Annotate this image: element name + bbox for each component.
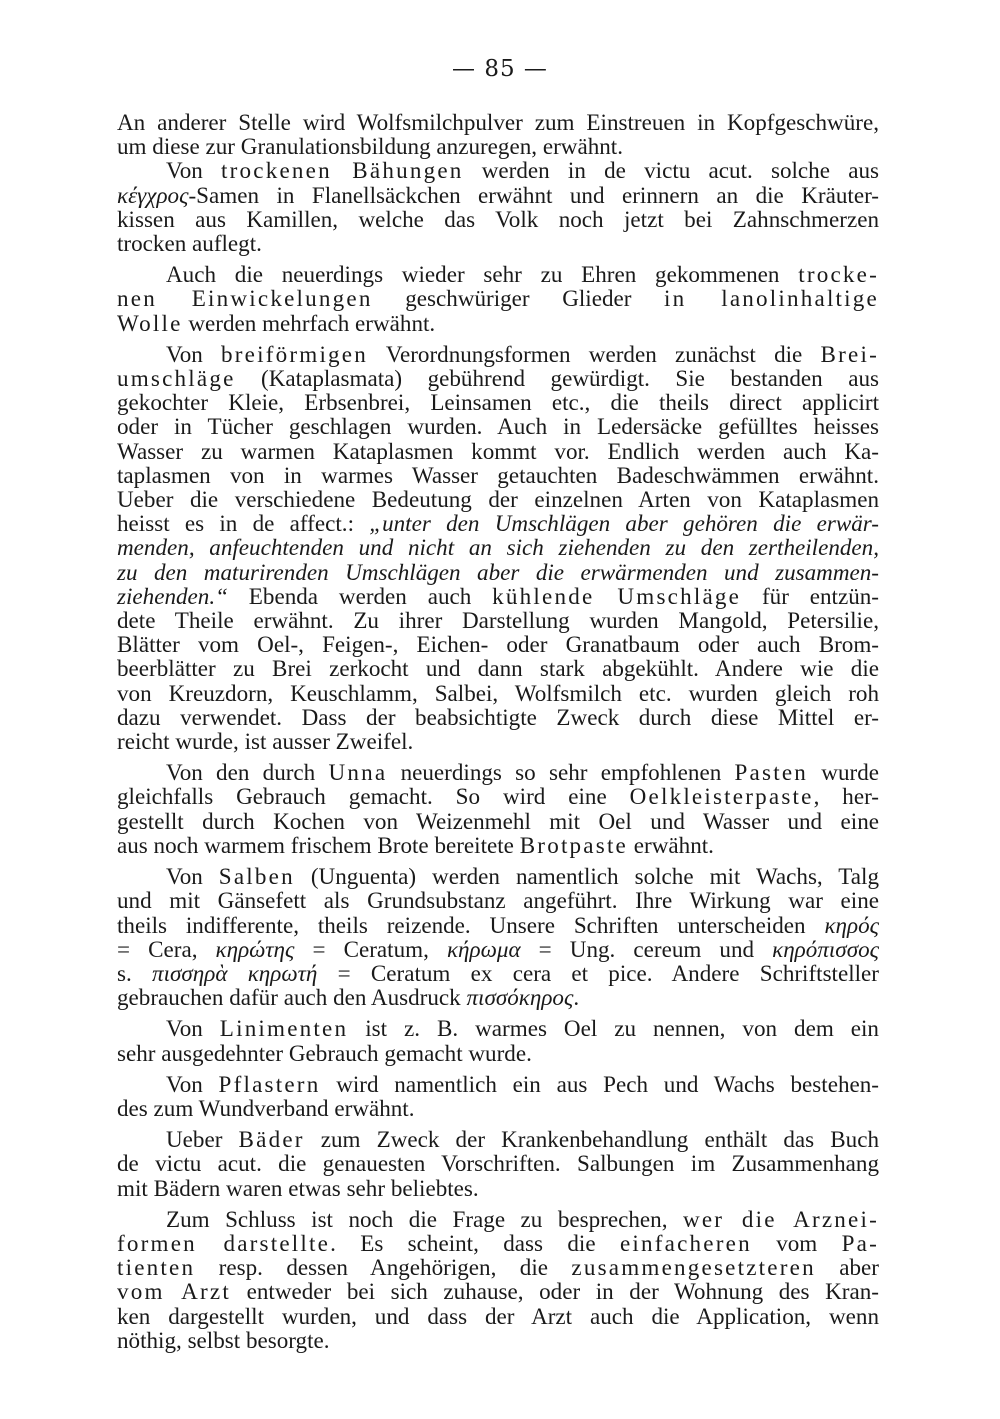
- text-line: nen Einwickelungen geschwüriger Glieder in lanolinhaltige: [117, 285, 879, 312]
- text-line: gestellt durch Kochen von Weizenmehl mit Oel und Wasser und eine: [117, 807, 879, 834]
- emphasis-spaced: Pa-: [841, 1229, 879, 1256]
- text-line: Von Linimenten ist z. B. warmes Oel zu nennen, von dem ein: [166, 1015, 879, 1042]
- text-line: trocken auflegt.: [117, 230, 262, 257]
- emphasis-spaced: Pasten: [734, 759, 809, 786]
- text-line: de victu acut. die genauesten Vorschriften. Salbungen im Zusammenhang: [117, 1150, 879, 1177]
- emphasis-spaced: vom Arzt: [117, 1278, 232, 1305]
- emphasis-spaced: umschläge: [117, 365, 236, 392]
- text-line: tienten resp. dessen Angehörigen, die zusammengesetzteren aber: [117, 1254, 879, 1281]
- emphasis-spaced: zusammengesetzteren: [571, 1254, 816, 1281]
- text-line: Ueber Bäder zum Zweck der Krankenbehandlung enthält das Buch: [166, 1126, 879, 1153]
- emphasis-spaced: Brei-: [820, 340, 879, 367]
- text-line: Ueber die verschiedene Bedeutung der einzelnen Arten von Kataplasmen: [117, 486, 879, 513]
- emphasis-spaced: wer die Arznei-: [682, 1205, 879, 1232]
- text-line: Zum Schluss ist noch die Frage zu besprechen, wer die Arznei-: [166, 1205, 879, 1232]
- emphasis-spaced: kühlende Umschläge: [492, 582, 742, 609]
- emphasis-spaced: trockenen Bähungen: [221, 157, 464, 184]
- text-line: oder in Tücher geschlagen wurden. Auch in Ledersäcke gefülltes heisses: [117, 413, 879, 440]
- page-number-header: — 85 —: [452, 56, 548, 82]
- text-line: ziehenden.“ Ebenda werden auch kühlende Umschläge für entzün-: [117, 582, 879, 609]
- text-line: Von Pflastern wird namentlich ein aus Pech und Wachs bestehen-: [166, 1070, 879, 1097]
- greek-word: κήρωμα: [446, 935, 521, 962]
- text-line: kissen aus Kamillen, welche das Volk noch jetzt bei Zahnschmerzen: [117, 205, 879, 232]
- text-line: Blätter vom Oel-, Feigen-, Eichen- oder Granatbaum oder auch Brom-: [117, 631, 879, 658]
- text-line: um diese zur Granulationsbildung anzuregen, erwähnt.: [117, 133, 623, 160]
- text-line: aus noch warmem frischem Brote bereitete Brotpaste erwähnt.: [117, 831, 714, 858]
- text-line: reicht wurde, ist ausser Zweifel.: [117, 728, 414, 755]
- text-line: sehr ausgedehnter Gebrauch gemacht wurde.: [117, 1039, 532, 1066]
- emphasis-spaced: breiförmigen: [221, 340, 369, 367]
- text-line: An anderer Stelle wird Wolfsmilchpulver zum Einstreuen in Kopfgeschwüre,: [117, 109, 879, 135]
- greek-word: κέγχρος: [117, 181, 189, 208]
- text-line: taplasmen von in warmes Wasser getauchten Badeschwämmen erwähnt.: [117, 461, 879, 488]
- text-line: Von trockenen Bähungen werden in de victu acut. solche aus: [166, 157, 879, 184]
- text-line: Von Salben (Unguenta) werden namentlich solche mit Wachs, Talg: [166, 863, 879, 890]
- emphasis-spaced: trocke-: [798, 261, 879, 288]
- text-line: = Cera, κηρώτης = Ceratum, κήρωμα = Ung. cereum und κηρόπισσος: [117, 935, 879, 962]
- text-line: vom Arzt entweder bei sich zuhause, oder in der Wohnung des Kran-: [117, 1278, 879, 1305]
- text-line: gebrauchen dafür auch den Ausdruck πισσόκηρος.: [117, 984, 580, 1011]
- quotation: ziehenden.“: [117, 582, 228, 609]
- text-line: formen darstellte. Es scheint, dass die einfacheren vom Pa-: [117, 1229, 879, 1256]
- emphasis-spaced: Brotpaste: [519, 831, 629, 858]
- body-text: [117, 110, 879, 1352]
- text-line: gleichfalls Gebrauch gemacht. So wird eine Oelkleisterpaste, her-: [117, 783, 879, 810]
- text-line: des zum Wundverband erwähnt.: [117, 1094, 415, 1121]
- quotation: „unter den Umschlägen aber gehören die erwär-: [369, 510, 879, 537]
- text-line: Wolle werden mehrfach erwähnt.: [117, 309, 436, 336]
- text-line: Wasser zu warmen Kataplasmen kommt vor. Endlich werden auch Ka-: [117, 437, 879, 464]
- emphasis-spaced: formen darstellte: [117, 1229, 331, 1256]
- emphasis-spaced: Linimenten: [219, 1015, 349, 1042]
- text-line: mit Bädern waren etwas sehr beliebtes.: [117, 1174, 479, 1201]
- text-line: dazu verwendet. Dass der beabsichtigte Zweck durch diese Mittel er-: [117, 703, 879, 730]
- text-line: gekochter Kleie, Erbsenbrei, Leinsamen etc., die theils direct applicirt: [117, 389, 879, 416]
- emphasis-spaced: Pflastern: [218, 1070, 321, 1097]
- emphasis-spaced: tienten: [117, 1254, 196, 1281]
- greek-word: κηρός: [824, 911, 879, 938]
- emphasis-spaced: in lanolinhaltige: [664, 285, 879, 312]
- text-line: Auch die neuerdings wieder sehr zu Ehren gekommenen trocke-: [166, 261, 879, 288]
- text-line: menden, anfeuchtenden und nicht an sich ziehenden zu den zertheilenden,: [117, 534, 879, 561]
- emphasis-spaced: Salben: [218, 863, 295, 890]
- text-line: beerblätter zu Brei zerkocht und dann stark abgekühlt. Andere wie die: [117, 655, 879, 682]
- emphasis-spaced: Oelkleisterpaste: [629, 783, 814, 810]
- text-line: heisst es in de affect.: „unter den Umschlägen aber gehören die erwär-: [117, 510, 879, 537]
- text-line: und mit Gänsefett als Grundsubstanz angeführt. Ihre Wirkung war eine: [117, 887, 879, 914]
- greek-word: κηρόπισσος: [772, 935, 879, 962]
- text-line: umschläge (Kataplasmata) gebührend gewürdigt. Sie bestanden aus: [117, 365, 879, 392]
- text-line: dete Theile erwähnt. Zu ihrer Darstellung wurden Mangold, Petersilie,: [117, 607, 879, 634]
- greek-word: πισσόκηρος: [466, 984, 574, 1011]
- text-line: Von den durch Unna neuerdings so sehr empfohlenen Pasten wurde: [166, 759, 879, 786]
- text-line: von Kreuzdorn, Keuschlamm, Salbei, Wolfsmilch etc. wurden gleich roh: [117, 679, 879, 706]
- greek-word: πισσηρὰ κηρωτή: [152, 959, 318, 986]
- text-line: nöthig, selbst besorgte.: [117, 1326, 330, 1353]
- text-line: Von breiförmigen Verordnungsformen werden zunächst die Brei-: [166, 340, 879, 367]
- text-line: s. πισσηρὰ κηρωτή = Ceratum ex cera et pice. Andere Schriftsteller: [117, 959, 879, 986]
- emphasis-spaced: Bäder: [238, 1126, 305, 1153]
- greek-word: κηρώτης: [215, 935, 295, 962]
- text-line: ken dargestellt wurden, und dass der Arzt auch die Application, wenn: [117, 1302, 879, 1329]
- emphasis-spaced: einfacheren: [619, 1229, 752, 1256]
- emphasis-spaced: Unna: [328, 759, 388, 786]
- text-line: theils indifferente, theils reizende. Unsere Schriften unterscheiden κηρός: [117, 911, 879, 938]
- text-line: κέγχρος-Samen in Flanellsäckchen erwähnt und erinnern an die Kräuter-: [117, 181, 879, 208]
- text-line: zu den maturirenden Umschlägen aber die erwärmenden und zusammen-: [117, 558, 879, 585]
- emphasis-spaced: nen Einwickelungen: [117, 285, 373, 312]
- emphasis-spaced: Wolle: [117, 309, 183, 336]
